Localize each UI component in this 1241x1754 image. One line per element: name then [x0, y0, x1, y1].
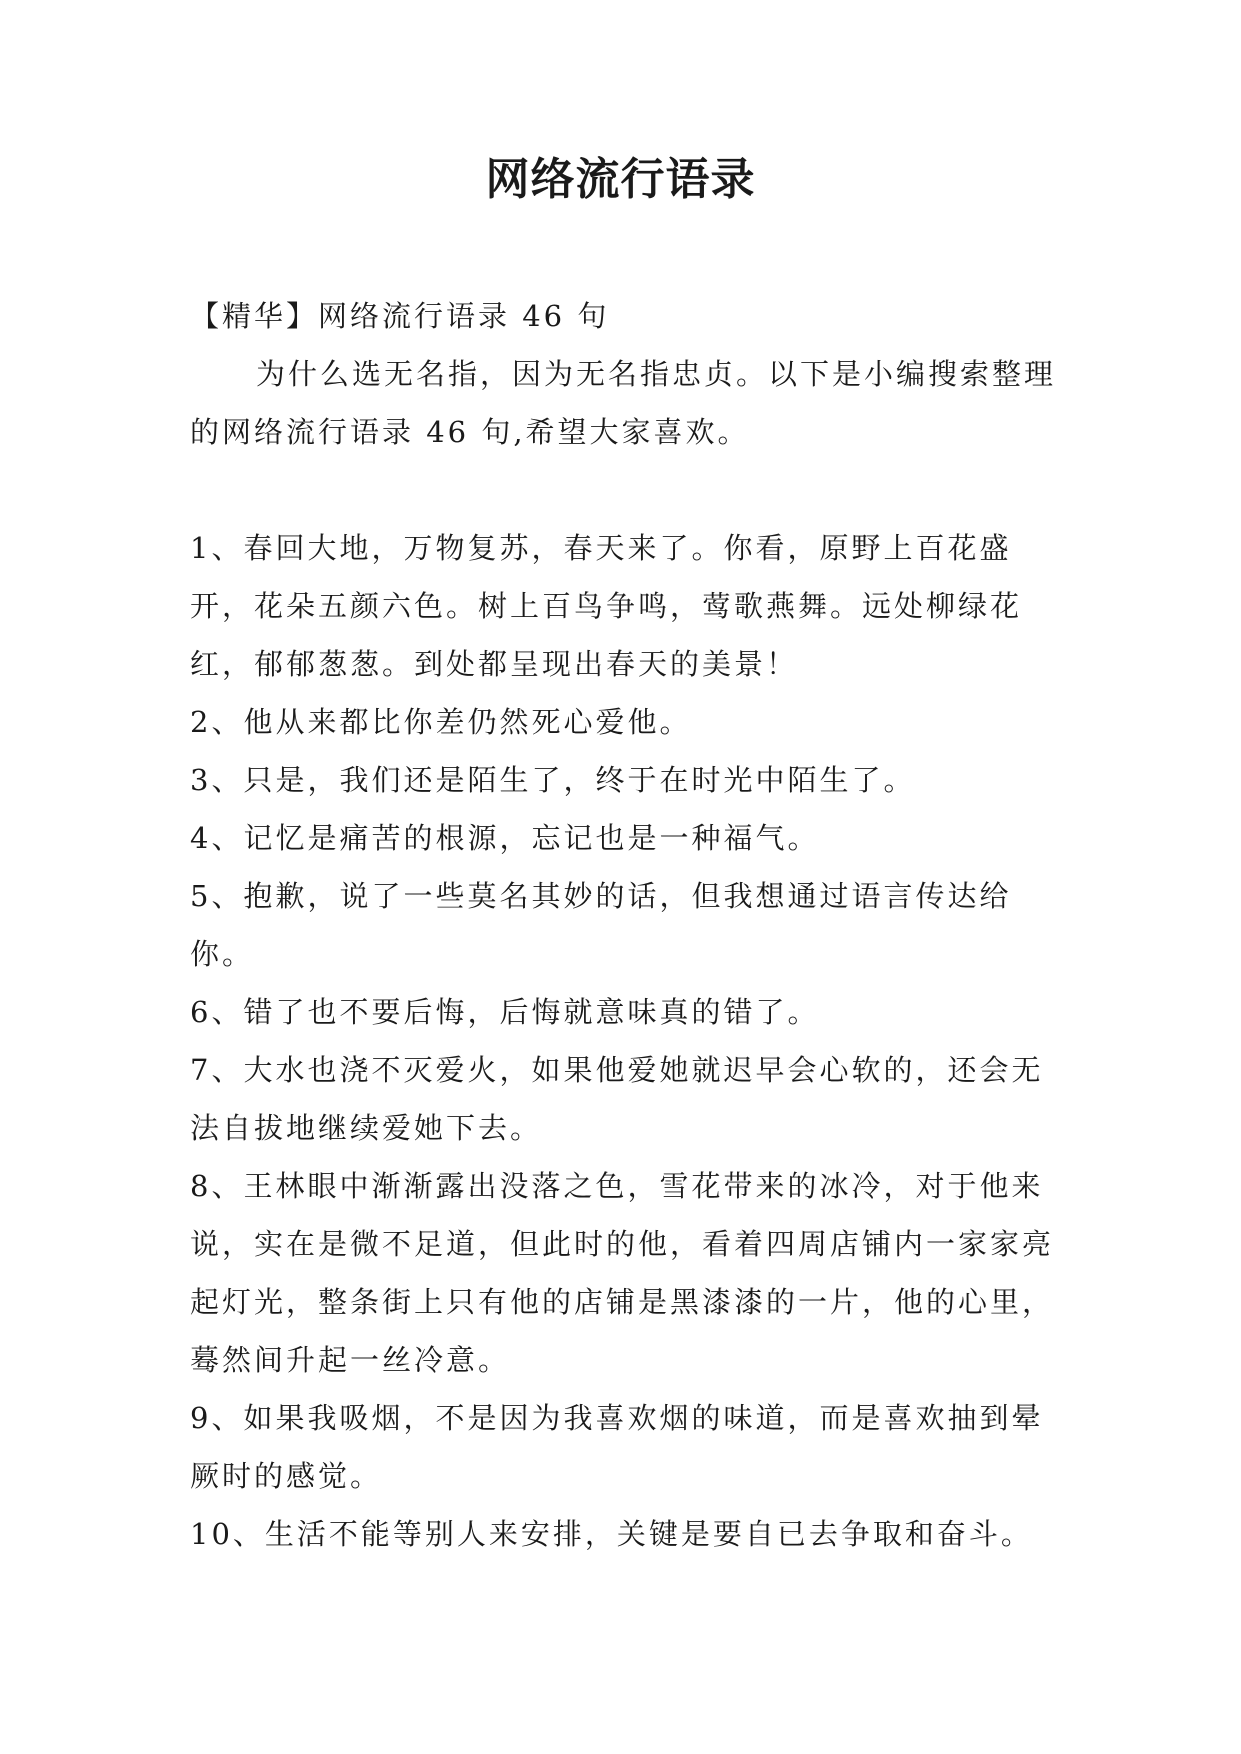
document-body [190, 287, 1070, 1563]
list-item: 1、春回大地，万物复苏，春天来了。你看，原野上百花盛开，花朵五颜六色。树上百鸟争鸣，莺歌燕舞。远处柳绿花红，郁郁葱葱。到处都呈现出春天的美景！ [190, 531, 1023, 681]
list-item: 8、王林眼中渐渐露出没落之色，雪花带来的冰冷，对于他来说，实在是微不足道，但此时的他，看着四周店铺内一家家亮起灯光，整条街上只有他的店铺是黑漆漆的一片，他的心里，蓦然间升起一丝冷意。 [190, 1169, 1055, 1377]
paragraph-spacer [190, 461, 1070, 519]
list-item: 6、错了也不要后悔，后悔就意味真的错了。 [190, 995, 820, 1029]
list-item: 7、大水也浇不灭爱火，如果他爱她就迟早会心软的，还会无法自拔地继续爱她下去。 [190, 1053, 1044, 1145]
subheading: 【精华】网络流行语录 46 句 [190, 299, 610, 333]
list-item: 3、只是，我们还是陌生了，终于在时光中陌生了。 [190, 763, 916, 797]
document-title: 网络流行语录 [485, 154, 756, 205]
list-item: 2、他从来都比你差仍然死心爱他。 [190, 705, 692, 739]
list-item: 10、生活不能等别人来安排，关键是要自已去争取和奋斗。 [190, 1517, 1033, 1551]
list-item: 9、如果我吸烟，不是因为我喜欢烟的味道，而是喜欢抽到晕厥时的感觉。 [190, 1401, 1044, 1493]
list-item: 4、记忆是痛苦的根源，忘记也是一种福气。 [190, 821, 820, 855]
intro-paragraph: 为什么选无名指，因为无名指忠贞。以下是小编搜索整理的网络流行语录 46 句,希望大家喜欢。 [190, 357, 1057, 449]
list-item: 5、抱歉，说了一些莫名其妙的话，但我想通过语言传达给你。 [190, 879, 1012, 971]
